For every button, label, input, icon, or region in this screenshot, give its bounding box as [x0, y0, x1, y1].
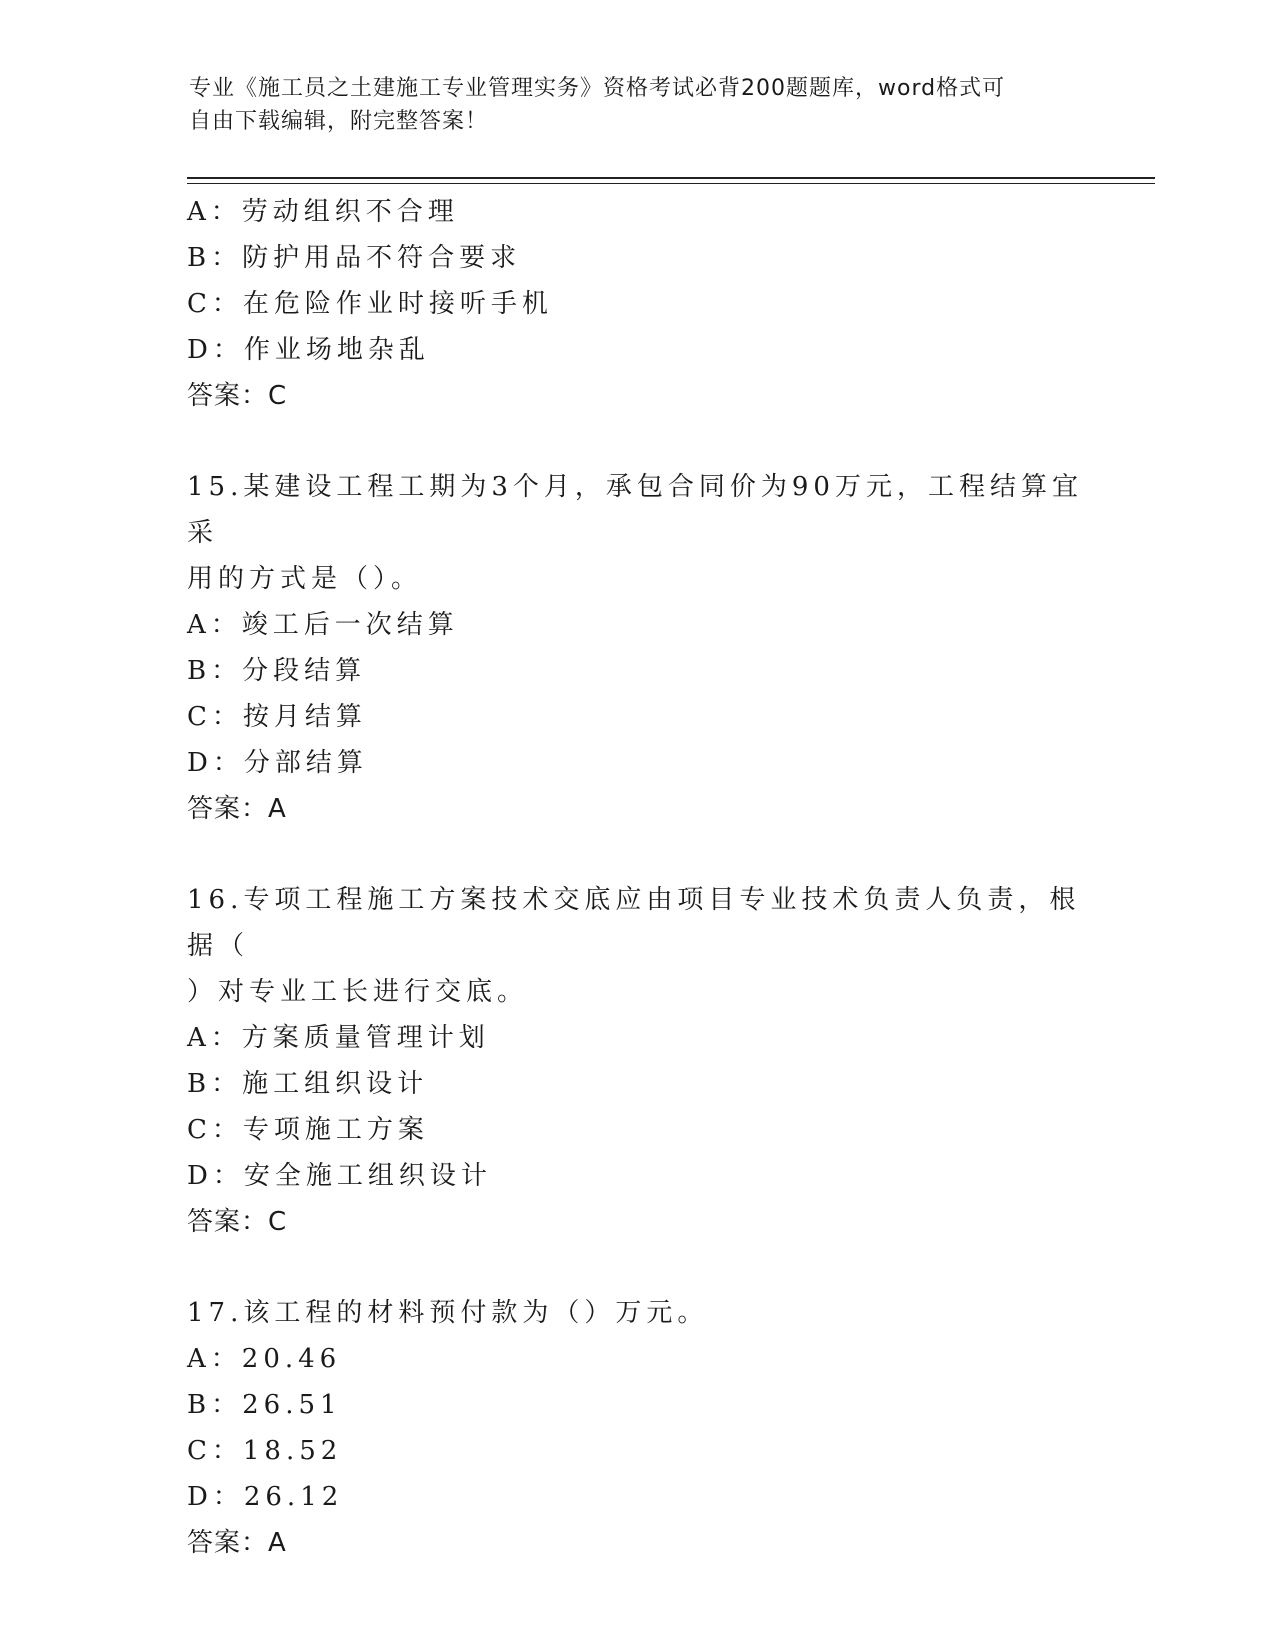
answer: 答案：A	[187, 794, 287, 824]
option-c: C：18.52	[187, 1436, 343, 1466]
option-d: D：26.12	[187, 1482, 344, 1512]
option-b: B：防护用品不符合要求	[187, 243, 522, 273]
header-rule-thin	[187, 183, 1155, 184]
header-line-2: 自由下载编辑，附完整答案！	[189, 109, 489, 134]
question-text-line-1: 17.该工程的材料预付款为（）万元。	[187, 1298, 709, 1328]
header-line-1: 专业《施工员之土建施工专业管理实务》资格考试必背200题题库，word格式可	[189, 76, 1006, 101]
option-b: B：26.51	[187, 1390, 342, 1420]
option-d: D：作业场地杂乱	[187, 335, 430, 365]
question-text-line-1: 16.专项工程施工方案技术交底应由项目专业技术负责人负责，根据（	[187, 885, 1081, 961]
answer: 答案：A	[187, 1528, 287, 1558]
option-a: A：20.46	[187, 1344, 342, 1374]
option-a: A：竣工后一次结算	[187, 610, 459, 640]
question-14	[187, 189, 1107, 419]
option-b: B：施工组织设计	[187, 1069, 429, 1099]
question-list	[187, 189, 1107, 1566]
option-c: C：在危险作业时接听手机	[187, 289, 553, 319]
question-text-line-2: ）对专业工长进行交底。	[187, 977, 529, 1007]
document-header	[189, 72, 1089, 138]
question-text-line-2: 用的方式是（）。	[187, 564, 423, 594]
question-17	[187, 1290, 1107, 1566]
option-c: C：按月结算	[187, 702, 367, 732]
option-a: A：方案质量管理计划	[187, 1023, 490, 1053]
answer: 答案：C	[187, 381, 288, 411]
option-d: D：分部结算	[187, 748, 368, 778]
answer: 答案：C	[187, 1207, 288, 1237]
question-16	[187, 877, 1107, 1245]
header-rule-thick	[187, 177, 1155, 179]
option-c: C：专项施工方案	[187, 1115, 429, 1145]
option-a: A：劳动组织不合理	[187, 197, 459, 227]
option-d: D：安全施工组织设计	[187, 1161, 492, 1191]
question-text-line-1: 15.某建设工程工期为3个月，承包合同价为90万元，工程结算宜采	[187, 472, 1083, 548]
question-15	[187, 464, 1107, 832]
option-b: B：分段结算	[187, 656, 367, 686]
